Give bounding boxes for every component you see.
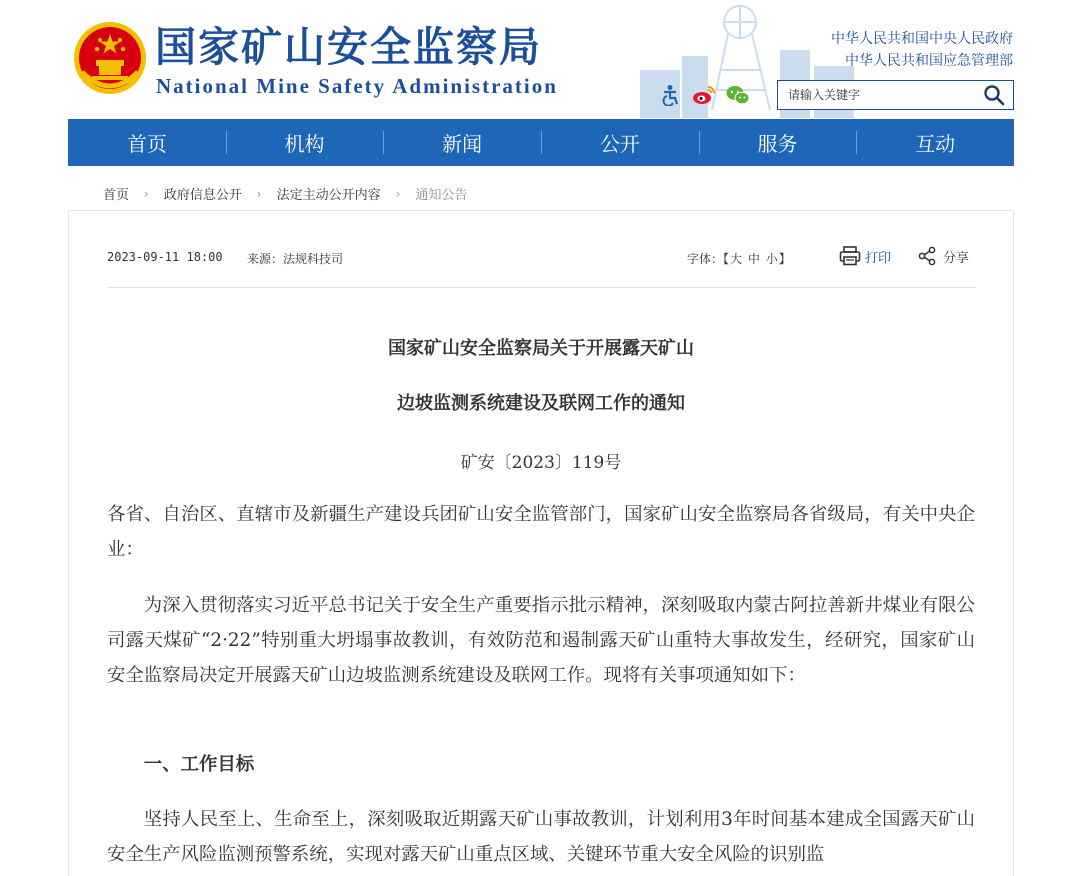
breadcrumb-gov-info[interactable]: 政府信息公开 <box>163 188 242 203</box>
national-emblem-icon <box>72 20 148 96</box>
article-recipients: 各省、自治区、直辖市及新疆生产建设兵团矿山安全监管部门，国家矿山安全监察局各省级局，有关中央企业： <box>107 504 975 560</box>
breadcrumb <box>103 184 468 203</box>
tool-icons <box>657 82 751 108</box>
meta-divider <box>107 287 975 288</box>
weibo-icon[interactable] <box>691 82 717 108</box>
share-label: 分享 <box>943 250 970 266</box>
breadcrumb-current: 通知公告 <box>415 188 468 203</box>
search-icon <box>983 84 1005 106</box>
document-number: 矿安〔2023〕119号 <box>460 453 622 473</box>
font-size-close: 】 <box>778 252 791 266</box>
breadcrumb-separator: › <box>395 186 401 201</box>
wechat-icon[interactable] <box>725 82 751 108</box>
nav-item-services[interactable]: 服务 <box>699 119 857 166</box>
nav-item-organization[interactable]: 机构 <box>226 119 384 166</box>
share-button[interactable] <box>917 246 969 266</box>
font-size-control <box>687 250 791 267</box>
search-button[interactable] <box>981 83 1007 107</box>
breadcrumb-separator: › <box>256 186 262 201</box>
publish-date: 2023-09-11 18:00 <box>107 250 223 264</box>
font-size-small[interactable]: 小 <box>765 252 778 266</box>
section-heading: 一、工作目标 <box>143 754 255 775</box>
article-title-line-1: 国家矿山安全监察局关于开展露天矿山 <box>388 338 694 359</box>
gov-links <box>831 28 1013 72</box>
share-icon <box>917 246 937 266</box>
font-size-label: 字体：【 <box>687 252 730 266</box>
font-size-large[interactable]: 大 <box>730 252 743 266</box>
breadcrumb-home[interactable]: 首页 <box>103 188 130 203</box>
nav-item-home[interactable]: 首页 <box>126 132 167 156</box>
article-paragraph: 为深入贯彻落实习近平总书记关于安全生产重要指示批示精神，深刻吸取内蒙古阿拉善新井煤业有限公司露天煤矿“2·22”特别重大坍塌事故教训，有效防范和遏制露天矿山重特大事故发生，经研究，国家矿山安全监察局决定开展露天矿山边坡监测系统建设及联网工作。现将有关事项通知如下： <box>107 595 975 686</box>
link-emergency-ministry[interactable]: 中华人民共和国应急管理部 <box>845 53 1013 69</box>
nav-item-interaction[interactable]: 互动 <box>856 119 1014 166</box>
search-box <box>777 80 1014 110</box>
article-title-line-2: 边坡监测系统建设及联网工作的通知 <box>397 393 685 414</box>
nav-item-disclosure[interactable]: 公开 <box>541 119 699 166</box>
article-paragraph: 坚持人民至上、生命至上，深刻吸取近期露天矿山事故教训，计划利用3年时间基本建成全国露天矿山安全生产风险监测预警系统，实现对露天矿山重点区域、关键环节重大安全风险的识别监 <box>107 809 975 865</box>
printer-icon <box>839 246 861 266</box>
print-label: 打印 <box>865 250 892 266</box>
search-input[interactable] <box>778 81 978 109</box>
article-source: 来源：法规科技司 <box>247 252 344 266</box>
site-subtitle: National Mine Safety Administration <box>156 74 558 98</box>
nav-item-news[interactable]: 新闻 <box>383 119 541 166</box>
link-central-government[interactable]: 中华人民共和国中央人民政府 <box>831 31 1013 47</box>
font-size-medium[interactable]: 中 <box>747 252 760 266</box>
breadcrumb-statutory[interactable]: 法定主动公开内容 <box>276 188 381 203</box>
article-meta <box>107 250 975 270</box>
site-header <box>0 0 1080 118</box>
print-button[interactable] <box>839 246 891 266</box>
site-title: 国家矿山安全监察局 <box>155 23 542 71</box>
breadcrumb-separator: › <box>144 186 149 201</box>
main-nav <box>68 119 1014 166</box>
accessibility-icon[interactable] <box>657 82 683 108</box>
